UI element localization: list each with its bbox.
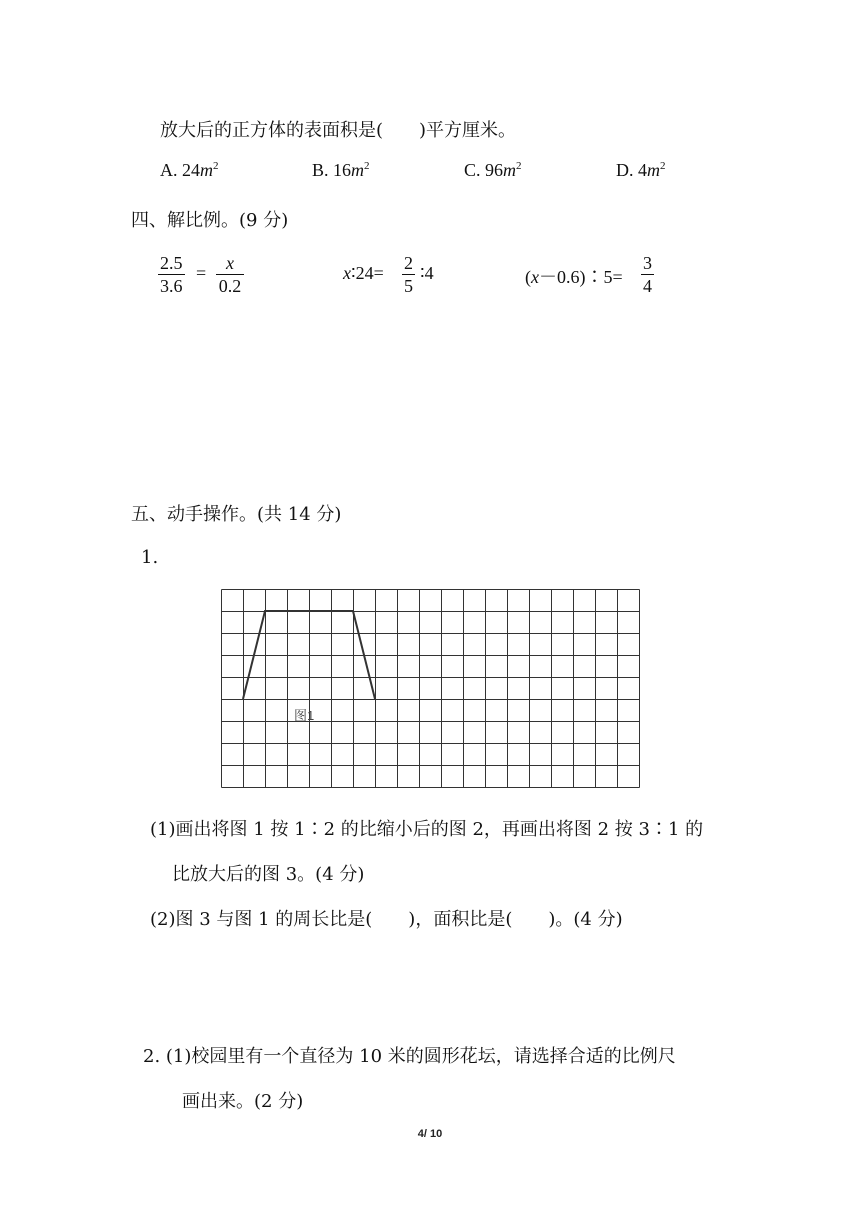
grid bbox=[221, 589, 641, 788]
equation-text: ∶4 bbox=[420, 263, 434, 283]
numerator: 3 bbox=[643, 253, 652, 273]
denominator: 0.2 bbox=[218, 276, 242, 296]
fraction bbox=[216, 252, 244, 297]
equation-text: x∶24= bbox=[343, 263, 384, 283]
figure-label: 图1 bbox=[294, 708, 315, 723]
page-number: 4/ 10 bbox=[417, 1128, 443, 1140]
question-number: 1. bbox=[141, 547, 159, 568]
question-part: (1)画出将图 1 按 1∶2 的比缩小后的图 2，再画出将图 2 按 3∶1 的 bbox=[150, 819, 704, 840]
section-heading: 四、解比例。(9 分) bbox=[131, 210, 289, 231]
denominator: 3.6 bbox=[160, 276, 183, 296]
fraction bbox=[641, 252, 654, 297]
grid-figure bbox=[221, 589, 641, 788]
question-part: 比放大后的图 3。(4 分) bbox=[172, 864, 365, 885]
numerator: x bbox=[216, 252, 244, 275]
option-c: C. $96m^2$ bbox=[464, 160, 522, 180]
equation-text: (x－0.6)∶5= bbox=[525, 267, 623, 287]
question-stem: 放大后的正方体的表面积是( )平方厘米。 bbox=[160, 120, 517, 141]
denominator: 4 bbox=[643, 276, 652, 296]
option-d: D. $4m^2$ bbox=[616, 160, 666, 180]
numerator: 2 bbox=[404, 253, 413, 273]
question-text: 2. (1)校园里有一个直径为 10 米的圆形花坛，请选择合适的比例尺 bbox=[143, 1046, 676, 1067]
section-heading: 五、动手操作。(共 14 分) bbox=[131, 504, 342, 525]
fraction bbox=[402, 252, 415, 297]
option-a: A. $24m^2$ bbox=[160, 160, 219, 180]
equals-sign: = bbox=[196, 263, 207, 283]
question-part: (2)图 3 与图 1 的周长比是( )，面积比是( )。(4 分) bbox=[150, 909, 623, 930]
question-text: 画出来。(2 分) bbox=[182, 1091, 304, 1112]
option-b: B. $16m^2$ bbox=[312, 160, 370, 180]
numerator: 2.5 bbox=[160, 253, 183, 273]
fraction bbox=[158, 252, 185, 297]
denominator: 5 bbox=[404, 276, 413, 296]
